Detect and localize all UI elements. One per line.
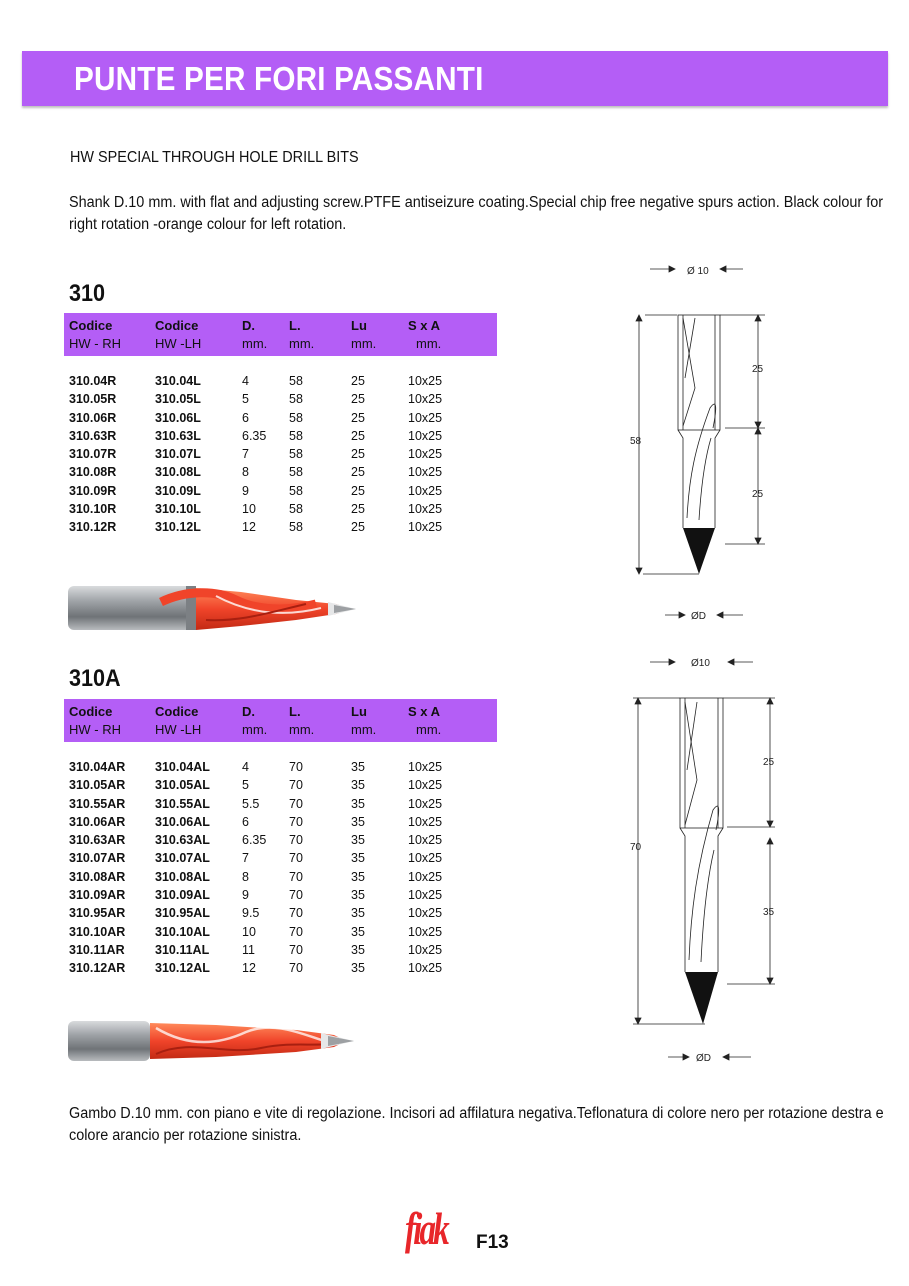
diameter-cell: 5 (242, 392, 249, 407)
diameter-cell: 12 (242, 961, 256, 976)
diameter-cell: 4 (242, 760, 249, 774)
useful-length-cell: 35 (351, 888, 365, 903)
diameter-cell: 6 (242, 814, 249, 829)
code-rh-cell: 310.05R (69, 392, 117, 407)
series-title-310: 310 (69, 280, 106, 307)
code-lh-cell: 310.04AL (155, 760, 210, 774)
col-code-rh-sub: HW - RH (69, 722, 121, 737)
code-lh-cell: 310.55AL (155, 796, 210, 811)
col-shank-unit: mm. (416, 722, 442, 737)
diameter-cell: 12 (242, 520, 256, 535)
code-rh-cell: 310.12R (69, 520, 117, 535)
code-lh-cell: 310.09AL (155, 888, 210, 903)
code-rh-cell: 310.07AR (69, 851, 126, 866)
shank-cell: 10x25 (408, 833, 443, 848)
code-lh-cell: 310.12AL (155, 961, 210, 976)
useful-length-cell: 35 (351, 814, 365, 829)
code-lh-cell: 310.95AL (155, 906, 210, 921)
length-cell: 70 (289, 924, 303, 939)
diameter-cell: 6.35 (242, 833, 267, 848)
diameter-cell: 11 (242, 942, 255, 957)
code-lh-cell: 310.10L (155, 502, 201, 517)
length-cell: 58 (289, 483, 303, 498)
dim-top-diameter-310a: Ø10 (691, 658, 710, 669)
length-cell: 58 (289, 374, 303, 388)
code-lh-cell: 310.05L (155, 392, 201, 407)
series-title-310a: 310A (69, 665, 121, 692)
code-rh-cell: 310.09R (69, 483, 117, 498)
subtitle: HW SPECIAL THROUGH HOLE DRILL BITS (70, 149, 359, 166)
col-diameter-unit: mm. (242, 722, 268, 737)
dim-lower-310a: 35 (763, 907, 775, 918)
useful-length-cell: 35 (351, 833, 365, 848)
col-useful-length: Lu (351, 318, 367, 333)
code-rh-cell: 310.05AR (69, 778, 126, 793)
useful-length-cell: 35 (351, 869, 365, 884)
diameter-cell: 9.5 (242, 906, 260, 921)
brand-logo (405, 1203, 463, 1254)
shank-cell: 10x25 (408, 851, 443, 866)
diameter-cell: 5 (242, 778, 249, 793)
length-cell: 70 (289, 778, 303, 793)
col-shank: S x A (408, 704, 441, 719)
dim-upper-310: 25 (752, 364, 764, 375)
code-lh-cell: 310.06AL (155, 814, 210, 829)
length-cell: 70 (289, 906, 303, 921)
code-rh-cell: 310.10R (69, 502, 117, 517)
useful-length-cell: 35 (351, 924, 365, 939)
shank-cell: 10x25 (408, 869, 443, 884)
useful-length-cell: 35 (351, 851, 365, 866)
col-code-rh: Codice (69, 704, 113, 719)
dim-bottom-diameter-310a: ØD (696, 1053, 711, 1064)
useful-length-cell: 25 (351, 502, 365, 517)
code-rh-cell: 310.08AR (69, 869, 126, 884)
length-cell: 70 (289, 961, 303, 976)
diameter-cell: 6 (242, 410, 249, 425)
col-code-lh: Codice (155, 318, 199, 333)
length-cell: 58 (289, 392, 303, 407)
code-rh-cell: 310.08R (69, 465, 117, 480)
shank-cell: 10x25 (408, 814, 443, 829)
dim-bottom-diameter-310: ØD (691, 611, 706, 622)
code-rh-cell: 310.06R (69, 410, 117, 425)
col-length: L. (289, 704, 301, 719)
shank-cell: 10x25 (408, 410, 443, 425)
code-lh-cell: 310.07L (155, 447, 201, 462)
code-lh-cell: 310.10AL (155, 924, 210, 939)
useful-length-cell: 25 (351, 410, 365, 425)
header-banner (22, 51, 888, 106)
diameter-cell: 7 (242, 447, 249, 462)
code-lh-cell: 310.63AL (155, 833, 210, 848)
shank-cell: 10x25 (408, 888, 443, 903)
code-lh-cell: 310.63L (155, 428, 201, 443)
shank-cell: 10x25 (408, 778, 443, 793)
code-lh-cell: 310.07AL (155, 851, 210, 866)
useful-length-cell: 35 (351, 906, 365, 921)
diameter-cell: 9 (242, 483, 249, 498)
length-cell: 70 (289, 796, 303, 811)
length-cell: 70 (289, 869, 303, 884)
col-length-unit: mm. (289, 336, 315, 351)
diameter-cell: 10 (242, 924, 256, 939)
technical-drawing-310 (625, 258, 785, 628)
col-useful-length-unit: mm. (351, 336, 377, 351)
useful-length-cell: 35 (351, 961, 365, 976)
length-cell: 58 (289, 428, 303, 443)
code-rh-cell: 310.12AR (69, 961, 126, 976)
length-cell: 70 (289, 942, 303, 957)
diameter-cell: 8 (242, 869, 249, 884)
page-title: PUNTE PER FORI PASSANTI (74, 60, 484, 97)
shank-cell: 10x25 (408, 760, 443, 774)
useful-length-cell: 25 (351, 447, 365, 462)
useful-length-cell: 35 (351, 796, 365, 811)
shank-cell: 10x25 (408, 428, 443, 443)
code-lh-cell: 310.08L (155, 465, 201, 480)
shank-cell: 10x25 (408, 465, 443, 480)
diameter-cell: 9 (242, 888, 249, 903)
length-cell: 70 (289, 888, 303, 903)
col-useful-length: Lu (351, 704, 367, 719)
code-lh-cell: 310.12L (155, 520, 201, 535)
code-rh-cell: 310.95AR (69, 906, 126, 921)
useful-length-cell: 25 (351, 520, 365, 535)
shank-cell: 10x25 (408, 502, 443, 517)
useful-length-cell: 25 (351, 392, 365, 407)
logo-text: fiak (405, 1203, 447, 1254)
col-code-lh-sub: HW -LH (155, 722, 202, 737)
code-rh-cell: 310.55AR (69, 796, 126, 811)
length-cell: 58 (289, 447, 303, 462)
shank-cell: 10x25 (408, 906, 443, 921)
code-lh-cell: 310.11AL (155, 942, 210, 957)
length-cell: 58 (289, 465, 303, 480)
shank-cell: 10x25 (408, 483, 443, 498)
drill-bit-image-310 (66, 582, 358, 636)
code-lh-cell: 310.05AL (155, 778, 210, 793)
col-diameter: D. (242, 704, 255, 719)
shank-cell: 10x25 (408, 924, 443, 939)
code-rh-cell: 310.04R (69, 374, 117, 388)
technical-drawing-310a (625, 650, 785, 1065)
useful-length-cell: 25 (351, 465, 365, 480)
diameter-cell: 10 (242, 502, 256, 517)
code-lh-cell: 310.06L (155, 410, 201, 425)
col-length-unit: mm. (289, 722, 315, 737)
col-shank-unit: mm. (416, 336, 442, 351)
shank-cell: 10x25 (408, 961, 443, 976)
useful-length-cell: 25 (351, 374, 365, 388)
dim-top-diameter-310: Ø 10 (687, 266, 709, 277)
diameter-cell: 8 (242, 465, 249, 480)
drill-bit-image-310a (66, 1016, 358, 1066)
code-lh-cell: 310.04L (155, 374, 201, 388)
diameter-cell: 7 (242, 851, 249, 866)
code-rh-cell: 310.04AR (69, 760, 126, 774)
useful-length-cell: 25 (351, 428, 365, 443)
col-diameter-unit: mm. (242, 336, 268, 351)
dim-total-310: 58 (630, 436, 642, 447)
shank-cell: 10x25 (408, 942, 443, 957)
length-cell: 70 (289, 760, 303, 774)
shank-cell: 10x25 (408, 392, 443, 407)
code-rh-cell: 310.63R (69, 428, 117, 443)
dim-total-310a: 70 (630, 842, 642, 853)
col-shank: S x A (408, 318, 441, 333)
code-lh-cell: 310.09L (155, 483, 201, 498)
useful-length-cell: 35 (351, 760, 365, 774)
length-cell: 70 (289, 833, 303, 848)
shank-cell: 10x25 (408, 374, 443, 388)
length-cell: 70 (289, 851, 303, 866)
code-rh-cell: 310.10AR (69, 924, 126, 939)
code-lh-cell: 310.08AL (155, 869, 210, 884)
code-rh-cell: 310.06AR (69, 814, 126, 829)
col-code-rh-sub: HW - RH (69, 336, 121, 351)
code-rh-cell: 310.11AR (69, 942, 125, 957)
description-en: Shank D.10 mm. with flat and adjusting screw.PTFE antiseizure coating.Special chip free negative spurs action. Black colour for right rotation -orange colour for left rotation. (69, 194, 884, 233)
diameter-cell: 6.35 (242, 428, 267, 443)
description-it: Gambo D.10 mm. con piano e vite di regolazione. Incisori ad affilatura negativa.Teflonatura di colore nero per rotazione destra e colore arancio per rotazione sinistra. (69, 1105, 884, 1144)
table-header-310a (64, 699, 497, 742)
length-cell: 70 (289, 814, 303, 829)
table-header-310 (64, 313, 497, 356)
code-rh-cell: 310.09AR (69, 888, 126, 903)
useful-length-cell: 35 (351, 778, 365, 793)
diameter-cell: 5.5 (242, 796, 260, 811)
length-cell: 58 (289, 520, 303, 535)
shank-cell: 10x25 (408, 796, 443, 811)
code-rh-cell: 310.63AR (69, 833, 126, 848)
col-useful-length-unit: mm. (351, 722, 377, 737)
col-diameter: D. (242, 318, 255, 333)
shank-cell: 10x25 (408, 447, 443, 462)
page-number: F13 (476, 1232, 509, 1253)
length-cell: 58 (289, 502, 303, 517)
length-cell: 58 (289, 410, 303, 425)
code-rh-cell: 310.07R (69, 447, 117, 462)
dim-lower-310: 25 (752, 489, 764, 500)
col-length: L. (289, 318, 301, 333)
diameter-cell: 4 (242, 374, 249, 388)
dim-upper-310a: 25 (763, 757, 775, 768)
useful-length-cell: 35 (351, 942, 365, 957)
useful-length-cell: 25 (351, 483, 365, 498)
shank-cell: 10x25 (408, 520, 443, 535)
col-code-lh: Codice (155, 704, 199, 719)
col-code-lh-sub: HW -LH (155, 336, 202, 351)
col-code-rh: Codice (69, 318, 113, 333)
